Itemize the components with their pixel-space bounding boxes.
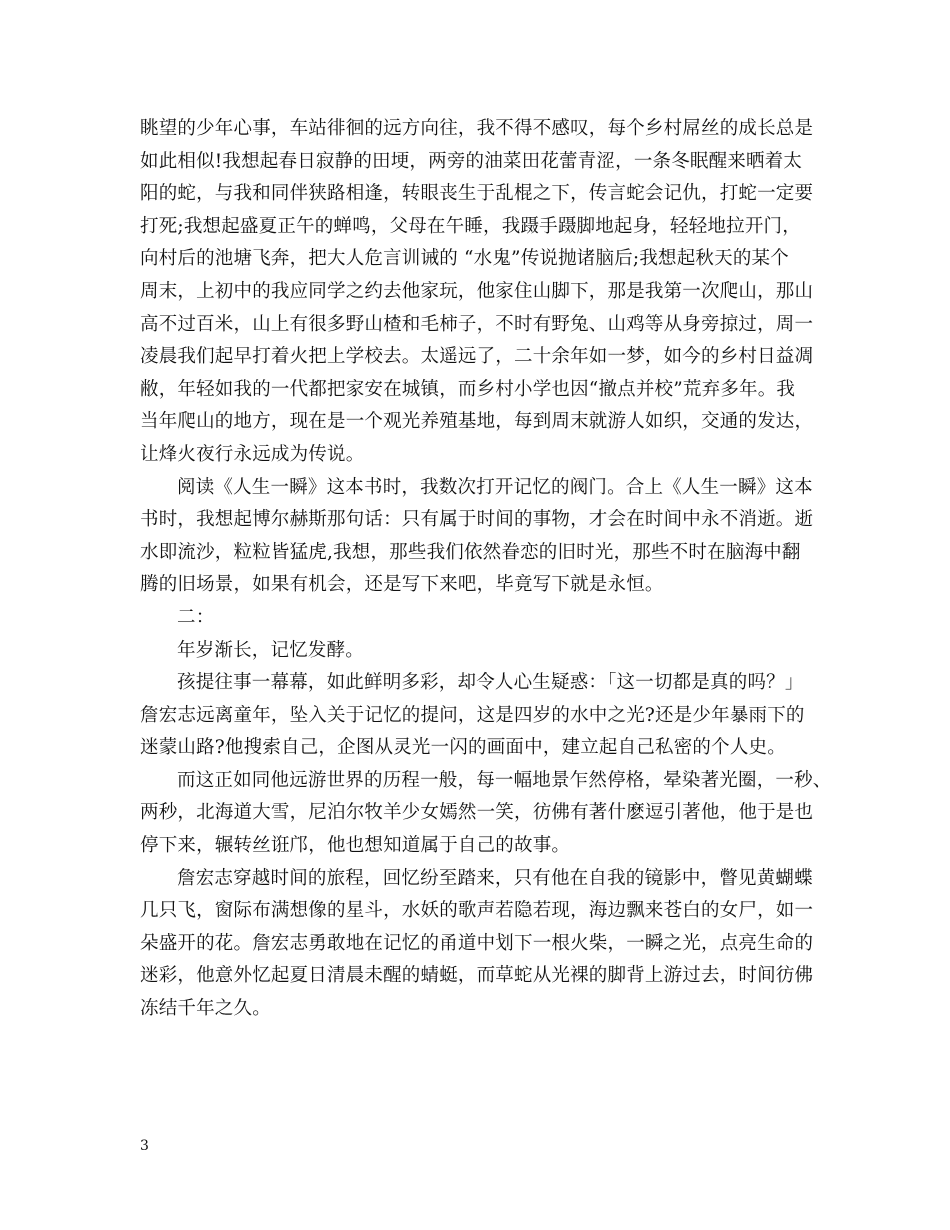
text-line: 两秒，北海道大雪，尼泊尔牧羊少女嫣然一笑，彷佛有著什麽逗引著他，他于是也	[140, 802, 814, 824]
text-line: 停下来，辗转丝诳邝，他也想知道属于自己的故事。	[140, 835, 571, 857]
text-line: 周末，上初中的我应同学之约去他家玩，他家住山脚下，那是我第一次爬山，那山	[140, 280, 814, 302]
text-line: 高不过百米，山上有很多野山楂和毛柿子，不时有野兔、山鸡等从身旁掠过，周一	[140, 313, 814, 335]
text-line: 阅读《人生一瞬》这本书时，我数次打开记忆的阀门。合上《人生一瞬》这本	[177, 476, 813, 498]
text-line: 孩提往事一幕幕，如此鲜明多彩，却令人心生疑惑：「这一切都是真的吗？」	[177, 672, 804, 694]
body-text	[140, 113, 830, 1026]
text-line: 詹宏志穿越时间的旅程，回忆纷至踏来，只有他在自我的镜影中，瞥见黄蝴蝶	[177, 867, 813, 889]
text-line: 向村后的池塘飞奔，把大人危言训诫的 “水鬼”传说抛诸脑后;我想起秋天的某个	[140, 248, 789, 270]
text-line: 几只飞，窗际布满想像的星斗，水妖的歌声若隐若现，海边飘来苍白的女尸，如一	[140, 900, 814, 922]
text-line: 詹宏志远离童年，坠入关于记忆的提问，这是四岁的水中之光?还是少年暴雨下的	[140, 704, 805, 726]
page-number: 3	[140, 1138, 149, 1154]
text-line: 书时，我想起博尔赫斯那句话：只有属于时间的事物，才会在时间中永不消逝。逝	[140, 509, 814, 531]
text-line: 敝，年轻如我的一代都把家安在城镇，而乡村小学也因“撤点并校”荒弃多年。我	[140, 378, 796, 400]
text-line: 腾的旧场景，如果有机会，还是写下来吧，毕竟写下就是永恒。	[140, 574, 664, 596]
text-line: 朵盛开的花。詹宏志勇敢地在记忆的甬道中划下一根火柴，一瞬之光，点亮生命的	[140, 932, 814, 954]
text-line: 而这正如同他远游世界的历程一般，每一幅地景乍然停格，晕染著光圈，一秒、	[177, 769, 832, 791]
text-line: 年岁渐长，记忆发酵。	[177, 639, 365, 661]
text-line: 迷彩，他意外忆起夏日清晨未醒的蜻蜓，而草蛇从光裸的脚背上游过去，时间彷佛	[140, 965, 814, 987]
text-line: 让烽火夜行永远成为传说。	[140, 443, 365, 465]
text-line: 打死;我想起盛夏正午的蝉鸣，父母在午睡，我蹑手蹑脚地起身，轻轻地拉开门，	[140, 215, 801, 237]
text-line: 如此相似!我想起春日寂静的田埂，两旁的油菜田花蕾青涩，一条冬眠醒来晒着太	[140, 150, 803, 172]
text-line: 阳的蛇，与我和同伴狭路相逢，转眼丧生于乱棍之下，传言蛇会记仇，打蛇一定要	[140, 183, 814, 205]
text-line: 凌晨我们起早打着火把上学校去。太遥远了，二十余年如一梦，如今的乡村日益凋	[140, 346, 814, 368]
section-heading: 二：	[177, 606, 215, 628]
text-line: 当年爬山的地方，现在是一个观光养殖基地，每到周末就游人如织，交通的发达，	[140, 411, 814, 433]
text-line: 眺望的少年心事，车站徘徊的远方向往，我不得不感叹，每个乡村屌丝的成长总是	[140, 118, 814, 139]
text-line: 冻结千年之久。	[140, 998, 271, 1020]
text-line: 水即流沙，粒粒皆猛虎,我想，那些我们依然眷恋的旧时光，那些不时在脑海中翻	[140, 541, 801, 563]
text-line: 迷蒙山路?他搜索自己，企图从灵光一闪的画面中，建立起自己私密的个人史。	[140, 737, 786, 759]
